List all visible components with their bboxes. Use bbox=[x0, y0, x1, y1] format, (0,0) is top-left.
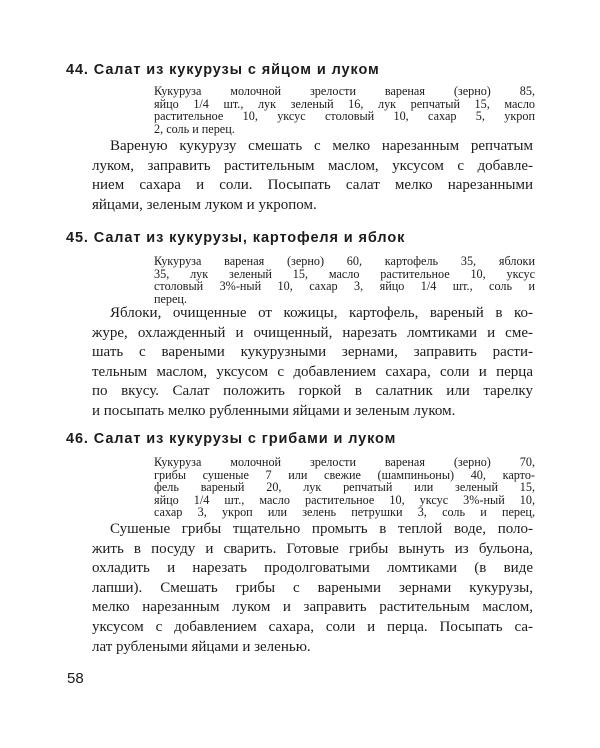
ingredient-line: Кукуруза вареная (зерно) 60, картофель 35, яблоки bbox=[154, 254, 535, 268]
instructions-45 bbox=[92, 304, 533, 422]
ingredients-44 bbox=[154, 85, 535, 135]
text-line: жить в посуду и сварить. Готовые грибы вынуть из бульона, bbox=[92, 540, 533, 557]
ingredients-45 bbox=[154, 255, 535, 305]
text-line: мелко нарезанным луком и заправить растительным маслом, bbox=[92, 599, 533, 616]
ingredient-line: 2, соль и перец. bbox=[154, 121, 235, 136]
ingredient-line: 35, лук зеленый 15, масло растительное 10, уксус bbox=[154, 266, 535, 281]
ingredient-line: яйцо 1/4 шт., масло растительное 10, уксус 3%-ный 10, bbox=[154, 492, 535, 507]
ingredient-line: грибы сушеные 7 или свежие (шампиньоны) 40, карто- bbox=[154, 467, 535, 482]
section-title-46: 46. Салат из кукурузы с грибами и луком bbox=[66, 431, 397, 447]
text-line: Вареную кукурузу смешать с мелко нарезанным репчатым bbox=[110, 138, 533, 154]
text-line: уксусом с добавлением сахара, соли и перца. Посыпать са- bbox=[92, 618, 533, 635]
instructions-44 bbox=[92, 137, 533, 215]
text-line: лапши). Смешать грибы с вареными зернами кукурузы, bbox=[92, 579, 533, 596]
ingredient-line: яйцо 1/4 шт., лук зеленый 16, лук репчатый 15, масло bbox=[154, 96, 535, 111]
text-line: луком, заправить растительным маслом, уксусом с добавле- bbox=[92, 157, 533, 174]
instructions-46 bbox=[92, 520, 533, 657]
text-line: и посыпать мелко рубленными яйцами и зеленым луком. bbox=[92, 402, 456, 419]
text-line: Яблоки, очищенные от кожицы, картофель, вареный в ко- bbox=[110, 305, 533, 321]
text-line: охладить и нарезать продолговатыми ломтиками (в виде bbox=[92, 560, 533, 577]
section-title-45: 45. Салат из кукурузы, картофеля и яблок bbox=[66, 230, 406, 246]
ingredient-line: фель вареный 20, лук репчатый или зеленый 15, bbox=[154, 480, 535, 495]
text-line: Сушеные грибы тщательно промыть в теплой воде, поло- bbox=[110, 521, 533, 537]
ingredient-line: сахар 3, укроп или зелень петрушки 3, соль и перец, bbox=[154, 505, 535, 520]
text-line: тельным маслом, уксусом с добавлением сахара, соли и перца bbox=[92, 363, 533, 380]
ingredient-line: перец. bbox=[154, 291, 188, 306]
text-line: нием сахара и соли. Посыпать салат мелко нарезанными bbox=[92, 177, 533, 194]
ingredient-line: Кукуруза молочной зрелости вареная (зерно) 70, bbox=[154, 455, 535, 469]
ingredient-line: растительное 10, уксус столовый 10, сахар 5, укроп bbox=[154, 109, 535, 124]
ingredient-line: Кукуруза молочной зрелости вареная (зерно) 85, bbox=[154, 84, 535, 98]
text-line: журе, охлажденный и очищенный, нарезать ломтиками и сме- bbox=[92, 324, 533, 341]
text-line: шать с вареными кукурузными зернами, заправить расти- bbox=[92, 344, 533, 361]
text-line: яйцами, зеленым луком и укропом. bbox=[92, 196, 317, 213]
section-title-44: 44. Салат из кукурузы с яйцом и луком bbox=[66, 62, 380, 78]
text-line: по вкусу. Салат положить горкой в салатник или тарелку bbox=[92, 383, 533, 400]
ingredient-line: столовый 3%-ный 10, сахар 3, яйцо 1/4 шт., соль и bbox=[154, 279, 535, 294]
page-number: 58 bbox=[67, 670, 84, 687]
text-line: лат рублеными яйцами и зеленью. bbox=[92, 638, 311, 655]
ingredients-46 bbox=[154, 456, 535, 519]
